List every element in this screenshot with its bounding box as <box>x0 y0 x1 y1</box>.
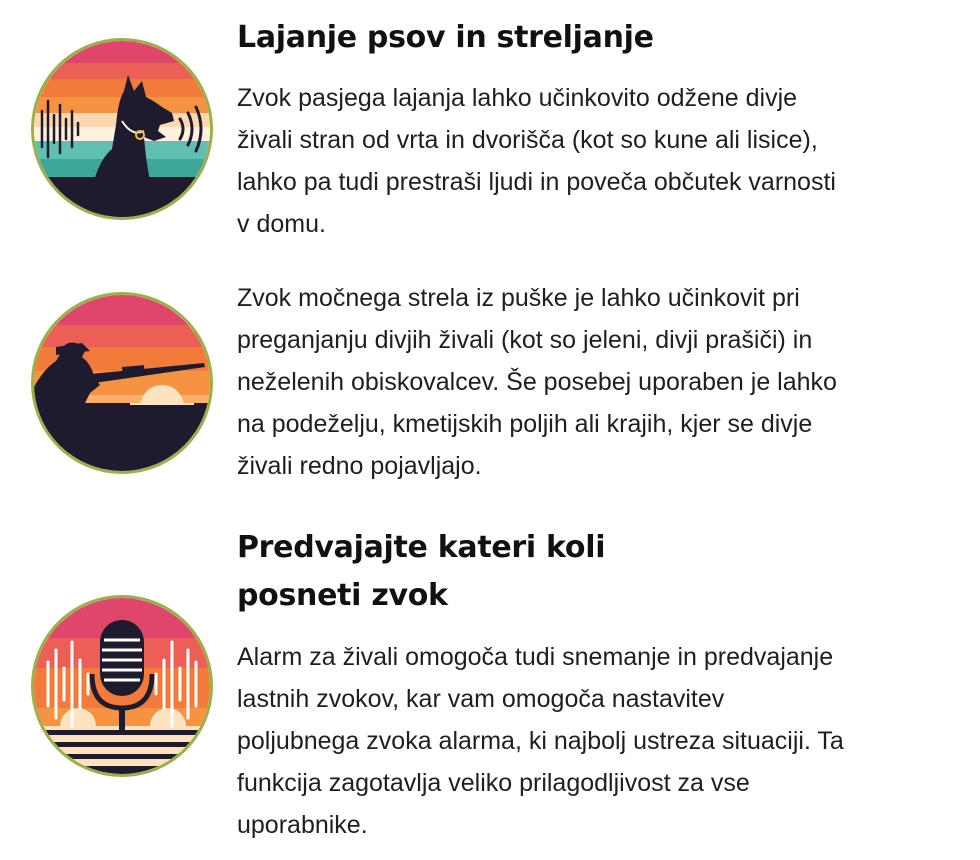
section-text-gunshot: Zvok močnega strela iz puške je lahko učinkovit pri preganjanju divjih živali (kot so jeleni, divji prašiči) in neželenih obiskovalcev. Še posebej uporaben je lahko na podeželju, kmetijskih poljih ali krajih, kjer se divje živali redno pojavljajo. <box>237 284 837 480</box>
hunter-rifle-icon <box>31 292 213 474</box>
microphone-icon <box>31 595 213 777</box>
barking-dog-icon <box>31 38 213 220</box>
section-heading-recording: Predvajajte kateri koli posneti zvok <box>237 530 606 613</box>
section-heading-barking: Lajanje psov in streljanje <box>237 20 654 55</box>
section-text-barking: Zvok pasjega lajanja lahko učinkovito odžene divje živali stran od vrta in dvorišča (kot so kune ali lisice), lahko pa tudi prestraši ljudi in poveča občutek varnosti v domu. <box>237 84 836 238</box>
section-text-recording: Alarm za živali omogoča tudi snemanje in predvajanje lastnih zvokov, kar vam omogoča nastavitev poljubnega zvoka alarma, ki najbolj ustreza situaciji. Ta funkcija zagotavlja veliko prilagodljivost za vse uporabnike. <box>237 643 844 839</box>
